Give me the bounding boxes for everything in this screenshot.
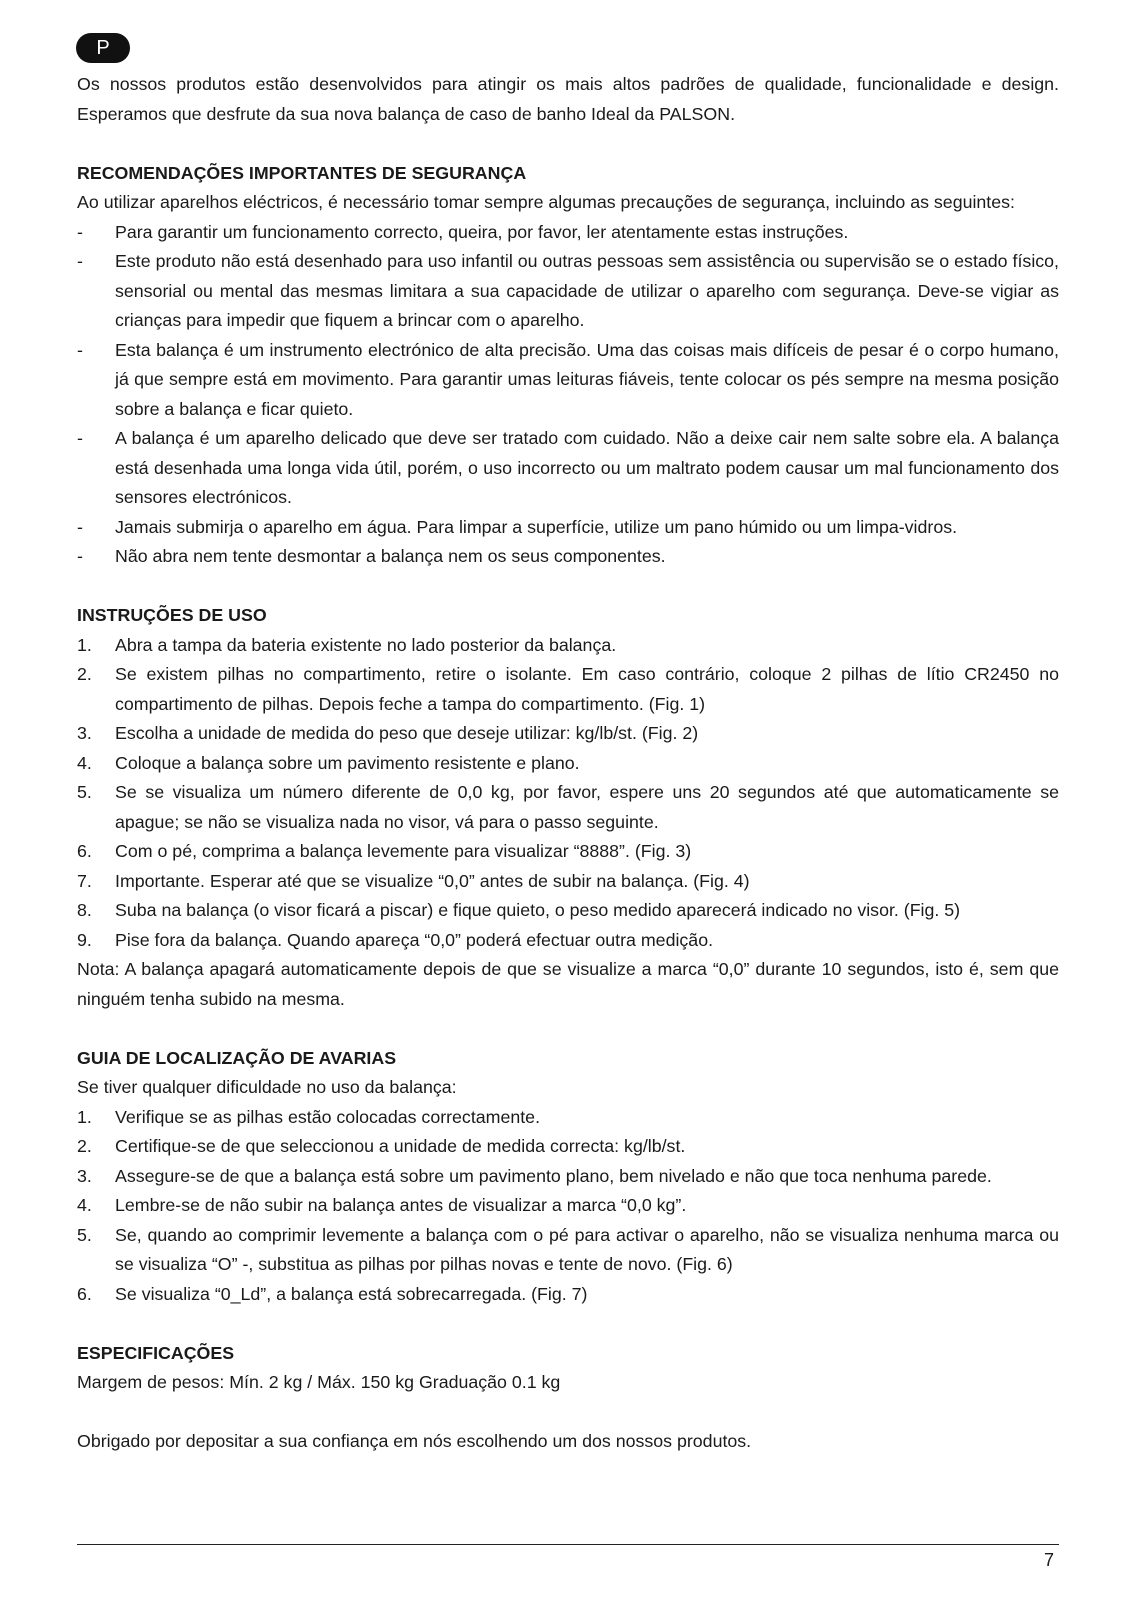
step-number: 5. [77,782,92,802]
usage-step-1 [77,631,1059,661]
usage-step-6 [77,837,1059,867]
usage-step-7 [77,867,1059,897]
specs-heading: ESPECIFICAÇÕES [77,1342,235,1363]
item-number: 3. [77,1165,92,1186]
safety-item-text: Este produto não está desenhado para uso infantil ou outras pessoas sem assistência ou supervisão se o estado físico, sensorial ou mental das mesmas limitara a sua capacidade de utilizar o aparelho com segurança. Deve-se vigiar as crianças para impedir que fiquem a brincar com o aparelho. [115,251,1059,330]
step-text: Pise fora da balança. Quando apareça “0,0” poderá efectuar outra medição. [115,929,714,950]
troubleshooting-item-1 [77,1103,1059,1133]
usage-step-2 [77,660,1059,719]
safety-item-5 [77,513,1059,543]
page-number: 7 [1043,1550,1054,1570]
troubleshooting-heading: GUIA DE LOCALIZAÇÃO DE AVARIAS [77,1047,397,1068]
usage-step-9 [77,926,1059,956]
troubleshooting-item-4 [77,1191,1059,1221]
item-text: Assegure-se de que a balança está sobre um pavimento plano, bem nivelado e não que toca nenhuma parede. [115,1165,992,1186]
step-text: Importante. Esperar até que se visualize “0,0” antes de subir na balança. (Fig. 4) [115,870,750,891]
step-text: Se existem pilhas no compartimento, retire o isolante. Em caso contrário, coloque 2 pilhas de lítio CR2450 no compartimento de pilhas. Depois feche a tampa do compartimento. (Fig. 1) [115,664,1059,714]
step-number: 4. [77,752,92,773]
usage-note: Nota: A balança apagará automaticamente depois de que se visualize a marca “0,0” durante 10 segundos, isto é, sem que ninguém tenha subido na mesma. [77,959,1059,1009]
bullet-marker: - [77,516,83,537]
usage-step-3 [77,719,1059,749]
item-text: Certifique-se de que seleccionou a unidade de medida correcta: kg/lb/st. [115,1136,686,1156]
step-text: Suba na balança (o visor ficará a piscar) e fique quieto, o peso medido aparecerá indicado no visor. (Fig. 5) [115,900,961,920]
usage-step-5 [77,778,1059,837]
step-number: 9. [77,929,92,950]
intro-line-2: Esperamos que desfrute da sua nova balança de caso de banho Ideal da PALSON. [77,103,736,124]
item-text: Se visualiza “0_Ld”, a balança está sobrecarregada. (Fig. 7) [115,1283,588,1304]
item-number: 6. [77,1283,92,1304]
usage-step-8 [77,896,1059,926]
safety-item-6 [77,542,1059,572]
item-number: 1. [77,1106,92,1127]
safety-item-2 [77,247,1059,336]
step-text: Coloque a balança sobre um pavimento resistente e plano. [115,752,580,773]
item-number: 4. [77,1195,92,1215]
safety-item-text: Esta balança é um instrumento electrónico de alta precisão. Uma das coisas mais difíceis de pesar é o corpo humano, já que sempre está em movimento. Para garantir umas leituras fiáveis, tente colocar os pés sempre na mesma posição sobre a balança e ficar quieto. [115,339,1059,419]
step-text: Escolha a unidade de medida do peso que deseje utilizar: kg/lb/st. (Fig. 2) [115,723,699,743]
safety-lead: Ao utilizar aparelhos eléctricos, é necessário tomar sempre algumas precauções de segurança, incluindo as seguintes: [77,192,1015,212]
troubleshooting-item-3 [77,1162,1059,1192]
specs-text: Margem de pesos: Mín. 2 kg / Máx. 150 kg Graduação 0.1 kg [77,1372,561,1392]
step-number: 2. [77,664,92,684]
troubleshooting-lead: Se tiver qualquer dificuldade no uso da balança: [77,1077,457,1097]
safety-item-text: Não abra nem tente desmontar a balança nem os seus componentes. [115,546,666,566]
safety-item-1 [77,218,1059,248]
bullet-marker: - [77,546,83,566]
step-number: 3. [77,723,92,743]
troubleshooting-item-2 [77,1132,1059,1162]
bullet-marker: - [77,428,83,448]
step-text: Abra a tampa da bateria existente no lado posterior da balança. [115,634,617,655]
closing-text: Obrigado por depositar a sua confiança em nós escolhendo um dos nossos produtos. [77,1431,752,1451]
safety-heading: RECOMENDAÇÕES IMPORTANTES DE SEGURANÇA [77,162,527,183]
bullet-marker: - [77,339,83,360]
usage-heading: INSTRUÇÕES DE USO [77,605,267,625]
item-text: Se, quando ao comprimir levemente a balança com o pé para activar o aparelho, não se visualiza nenhuma marca ou se visualiza “O” -, substitua as pilhas por pilhas novas e tente de novo. (Fig. 6) [115,1224,1059,1274]
item-text: Lembre-se de não subir na balança antes de visualizar a marca “0,0 kg”. [115,1195,687,1215]
page-content [77,70,1059,1457]
usage-step-4 [77,749,1059,779]
item-number: 2. [77,1136,92,1156]
bullet-marker: - [77,251,83,271]
safety-item-text: Para garantir um funcionamento correcto, queira, por favor, ler atentamente estas instruções. [115,221,849,242]
step-number: 8. [77,900,92,920]
step-text: Com o pé, comprima a balança levemente para visualizar “8888”. (Fig. 3) [115,841,692,861]
footer-divider [77,1544,1059,1545]
step-number: 1. [77,634,92,655]
step-number: 7. [77,870,92,891]
intro-line-1: Os nossos produtos estão desenvolvidos para atingir os mais altos padrões de qualidade, funcionalidade e design. [77,74,1059,94]
spacer [77,1398,1059,1428]
item-text: Verifique se as pilhas estão colocadas correctamente. [115,1106,541,1127]
troubleshooting-item-6 [77,1280,1059,1310]
item-number: 5. [77,1224,92,1245]
safety-item-4 [77,424,1059,513]
safety-item-text: Jamais submirja o aparelho em água. Para limpar a superfície, utilize um pano húmido ou um limpa-vidros. [115,516,958,537]
bullet-marker: - [77,221,83,242]
language-badge: P [76,33,130,63]
step-text: Se se visualiza um número diferente de 0,0 kg, por favor, espere uns 20 segundos até que automaticamente se apague; se não se visualiza nada no visor, vá para o passo seguinte. [115,782,1059,832]
safety-item-text: A balança é um aparelho delicado que deve ser tratado com cuidado. Não a deixe cair nem salte sobre ela. A balança está desenhada uma longa vida útil, porém, o uso incorrecto ou um maltrato podem causar um mal funcionamento dos sensores electrónicos. [115,428,1059,507]
safety-item-3 [77,336,1059,425]
troubleshooting-item-5 [77,1221,1059,1280]
step-number: 6. [77,841,92,861]
